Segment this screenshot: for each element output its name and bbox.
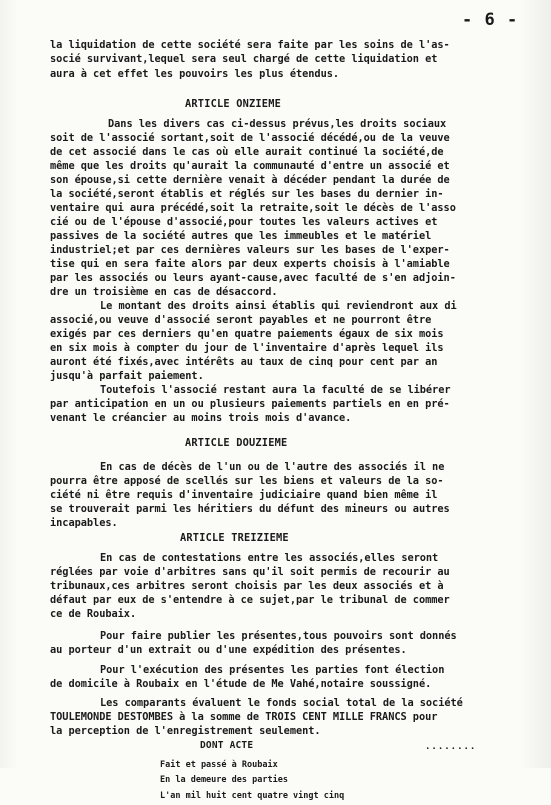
article-11-line: ventaire qui aura précédé,soit la retraite,soit le décès de l'asso xyxy=(50,202,456,214)
closing-line: Fait et passé à Roubaix xyxy=(160,759,278,770)
trailing-dots: ........ xyxy=(425,742,477,752)
article-11-line: par anticipation en un ou plusieurs paiements partiels en en pré- xyxy=(50,398,450,410)
article-11-line: auront été fixés,avec intérêts au taux de cinq pour cent par an xyxy=(50,356,438,368)
valuation-line: Les comparants évaluent le fonds social total de la société xyxy=(100,697,463,709)
article-11-line: industriel;et par ces dernières valeurs sur les bases de l'exper- xyxy=(50,244,450,256)
publication-line: Pour faire publier les présentes,tous pouvoirs sont donnés xyxy=(100,630,457,642)
article-13-line: réglées par voie d'arbitres sans qu'il soit permis de recourir au xyxy=(50,566,450,578)
article-12-line: incapables. xyxy=(50,517,118,529)
article-11-line: associé,ou veuve d'associé seront payables et ne pourront être xyxy=(50,314,432,326)
domicile-line: de domicile à Roubaix en l'étude de Me Vahé,notaire soussigné. xyxy=(50,678,432,690)
closing-line: En la demeure des parties xyxy=(160,775,288,786)
valuation-line: la perception de l'enregistrement seulement. xyxy=(50,725,321,737)
article-13-line: ce de Roubaix. xyxy=(50,608,137,620)
article-12-line: En cas de décès de l'un ou de l'autre des associés il ne xyxy=(100,461,445,473)
article-11-line: cié ou de l'épouse d'associé,pour toutes les valeurs actives et xyxy=(50,216,438,228)
article-11-line: Dans les divers cas ci-dessus prévus,les droits sociaux xyxy=(108,118,447,130)
article-11-heading: ARTICLE ONZIEME xyxy=(185,98,281,110)
article-11-line: tise qui en sera faite alors par deux experts choisis à l'amiable xyxy=(50,258,450,270)
article-11-line: passives de la société autres que les immeubles et le matériel xyxy=(50,230,432,242)
article-11-line: soit de l'associé sortant,soit de l'associé décédé,ou de la veuve xyxy=(50,132,450,144)
article-12-line: se trouverait parmi les héritiers du défunt des mineurs ou autres xyxy=(50,503,450,515)
article-11-line: la société,seront établis et réglés sur les bases du dernier in- xyxy=(50,188,444,200)
article-11-line: venant le créancier au moins trois mois d'avance. xyxy=(50,412,352,424)
article-11-line: Toutefois l'associé restant aura la faculté de se libérer xyxy=(100,384,451,396)
intro-line: socié survivant,lequel sera seul chargé de cette liquidation et xyxy=(50,53,438,65)
article-11-line: par les associés ou leurs ayant-cause,avec faculté de s'en adjoin- xyxy=(50,272,456,284)
article-13-line: défaut par eux de s'entendre à ce sujet,par le tribunal de commer xyxy=(50,594,450,606)
closing-block xyxy=(160,752,344,805)
article-11-line: exigés par ces derniers qu'en quatre paiements égaux de six mois xyxy=(50,328,444,340)
article-13-line: tribunaux,ces arbitres seront choisis par les deux associés et à xyxy=(50,580,444,592)
domicile-line: Pour l'exécution des présentes les parties font élection xyxy=(100,664,445,676)
page-number: - 6 - xyxy=(462,10,519,30)
article-12-line: ciété ni être requis d'inventaire judiciaire quand bien même il xyxy=(50,489,438,501)
article-13-heading: ARTICLE TREIZIEME xyxy=(180,532,289,544)
article-11-line: dre un troisième en cas de désaccord. xyxy=(50,286,278,298)
publication-line: au porteur d'un extrait ou d'une expédition des présentes. xyxy=(50,644,407,656)
closing-heading: DONT ACTE xyxy=(200,740,254,751)
article-13-line: En cas de contestations entre les associés,elles seront xyxy=(100,552,439,564)
closing-line: L'an mil huit cent quatre vingt cinq xyxy=(160,791,345,802)
article-11-line: de cet associé dans le cas où elle aurait continué la société,de xyxy=(50,146,444,158)
intro-line: la liquidation de cette société sera faite par les soins de l'as- xyxy=(50,39,450,51)
article-11-line: Le montant des droits ainsi établis qui reviendront aux di xyxy=(100,300,457,312)
article-11-line: en six mois à compter du jour de l'inventaire d'après lequel ils xyxy=(50,342,444,354)
valuation-line: TOULEMONDE DESTOMBES à la somme de TROIS CENT MILLE FRANCS pour xyxy=(50,711,438,723)
article-11-line: jusqu'à parfait paiement. xyxy=(50,370,204,382)
article-12-line: pourra être apposé de scellés sur les biens et valeurs de la so- xyxy=(50,475,444,487)
article-11-line: son épouse,si cette dernière venait à décéder pendant la durée de xyxy=(50,174,450,186)
intro-line: aura à cet effet les pouvoirs les plus étendus. xyxy=(50,68,340,80)
article-12-heading: ARTICLE DOUZIEME xyxy=(185,437,288,449)
article-11-line: même que les droits qu'aurait la communauté d'entre un associé et xyxy=(50,160,450,172)
